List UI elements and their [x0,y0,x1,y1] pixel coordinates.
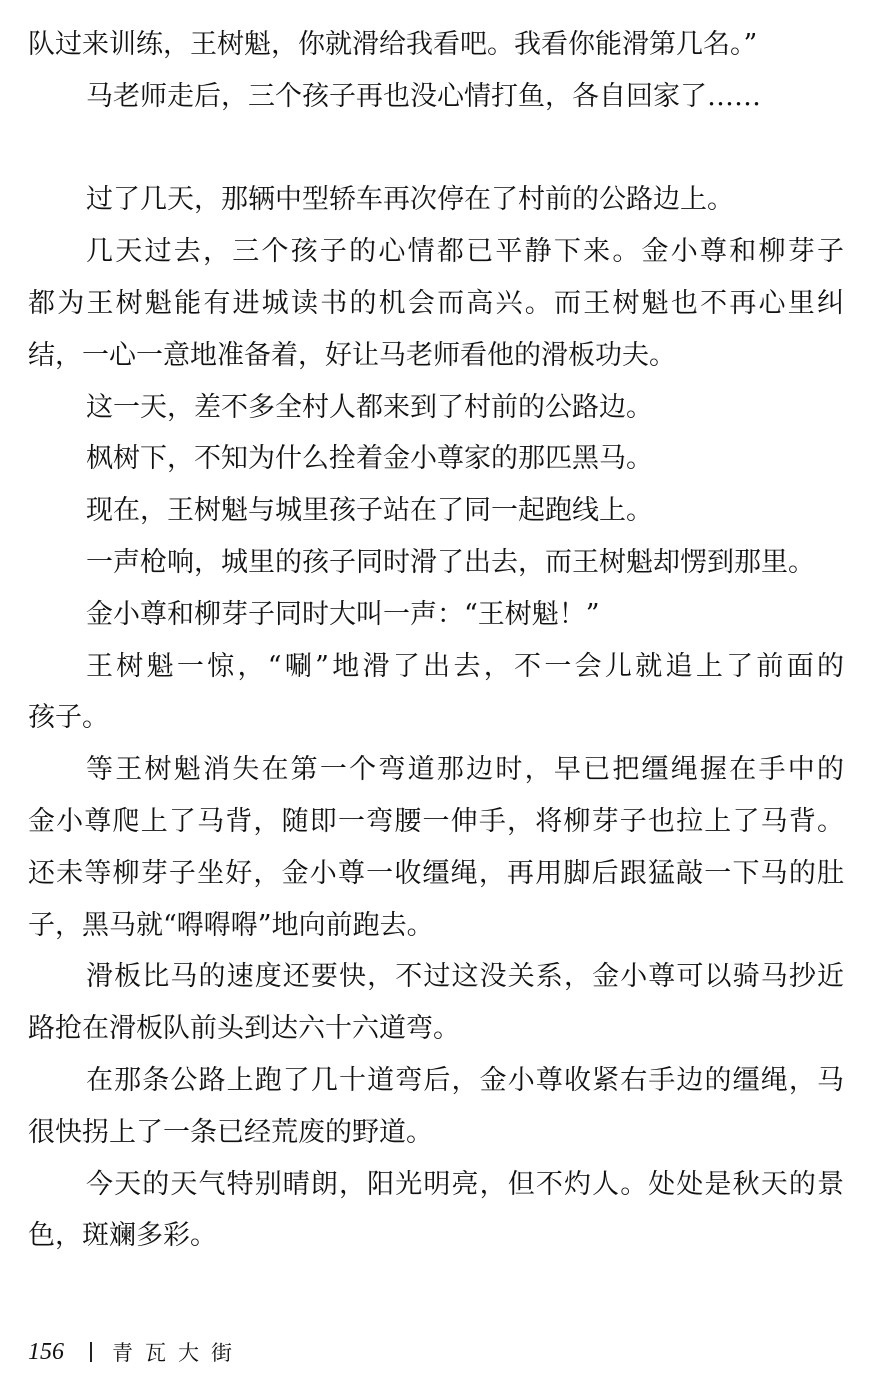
paragraph-line: 枫树下，不知为什么拴着金小尊家的那匹黑马。 [86,443,653,475]
paragraph-line: 几天过去，三个孩子的心情都已平静下来。金小尊和柳芽子 [86,236,844,268]
paragraph-line: 孩子。 [28,702,109,734]
page-footer [28,1332,244,1372]
section-break [28,123,844,175]
paragraph-line: 这一天，差不多全村人都来到了村前的公路边。 [86,391,653,423]
paragraph-line: 现在，王树魁与城里孩子站在了同一起跑线上。 [86,495,653,527]
paragraph-line: 过了几天，那辆中型轿车再次停在了村前的公路边上。 [86,184,734,216]
paragraph-line: 今天的天气特别晴朗，阳光明亮，但不灼人。处处是秋天的景 [86,1168,844,1200]
book-title: 青瓦大街 [112,1341,244,1365]
paragraph-line: 子，黑马就“嘚嘚嘚”地向前跑去。 [28,909,434,941]
paragraph-line: 色，斑斓多彩。 [28,1220,217,1252]
paragraph-line: 结，一心一意地准备着，好让马老师看他的滑板功夫。 [28,339,676,371]
footer-divider [90,1342,92,1362]
paragraph-line: 金小尊和柳芽子同时大叫一声：“王树魁！” [86,598,600,630]
paragraph-line: 都为王树魁能有进城读书的机会而高兴。而王树魁也不再心里纠 [28,287,844,319]
paragraph-line: 王树魁一惊，“唰”地滑了出去，不一会儿就追上了前面的 [86,650,844,682]
body-text [28,19,844,1262]
paragraph-line: 等王树魁消失在第一个弯道那边时，早已把缰绳握在手中的 [86,754,844,786]
page-number: 156 [28,1338,64,1365]
paragraph-line: 马老师走后，三个孩子再也没心情打鱼，各自回家了…… [86,80,761,112]
paragraph-line: 金小尊爬上了马背，随即一弯腰一伸手，将柳芽子也拉上了马背。 [28,805,844,837]
paragraph-line: 滑板比马的速度还要快，不过这没关系，金小尊可以骑马抄近 [86,961,844,993]
paragraph-line: 一声枪响，城里的孩子同时滑了出去，而王树魁却愣到那里。 [86,546,815,578]
paragraph-line: 很快拐上了一条已经荒废的野道。 [28,1116,433,1148]
paragraph-line: 队过来训练，王树魁，你就滑给我看吧。我看你能滑第几名。” [28,29,758,60]
paragraph-line: 路抢在滑板队前头到达六十六道弯。 [28,1013,460,1045]
paragraph-line: 在那条公路上跑了几十道弯后，金小尊收紧右手边的缰绳，马 [86,1064,844,1096]
paragraph-line: 还未等柳芽子坐好，金小尊一收缰绳，再用脚后跟猛敲一下马的肚 [28,857,844,889]
